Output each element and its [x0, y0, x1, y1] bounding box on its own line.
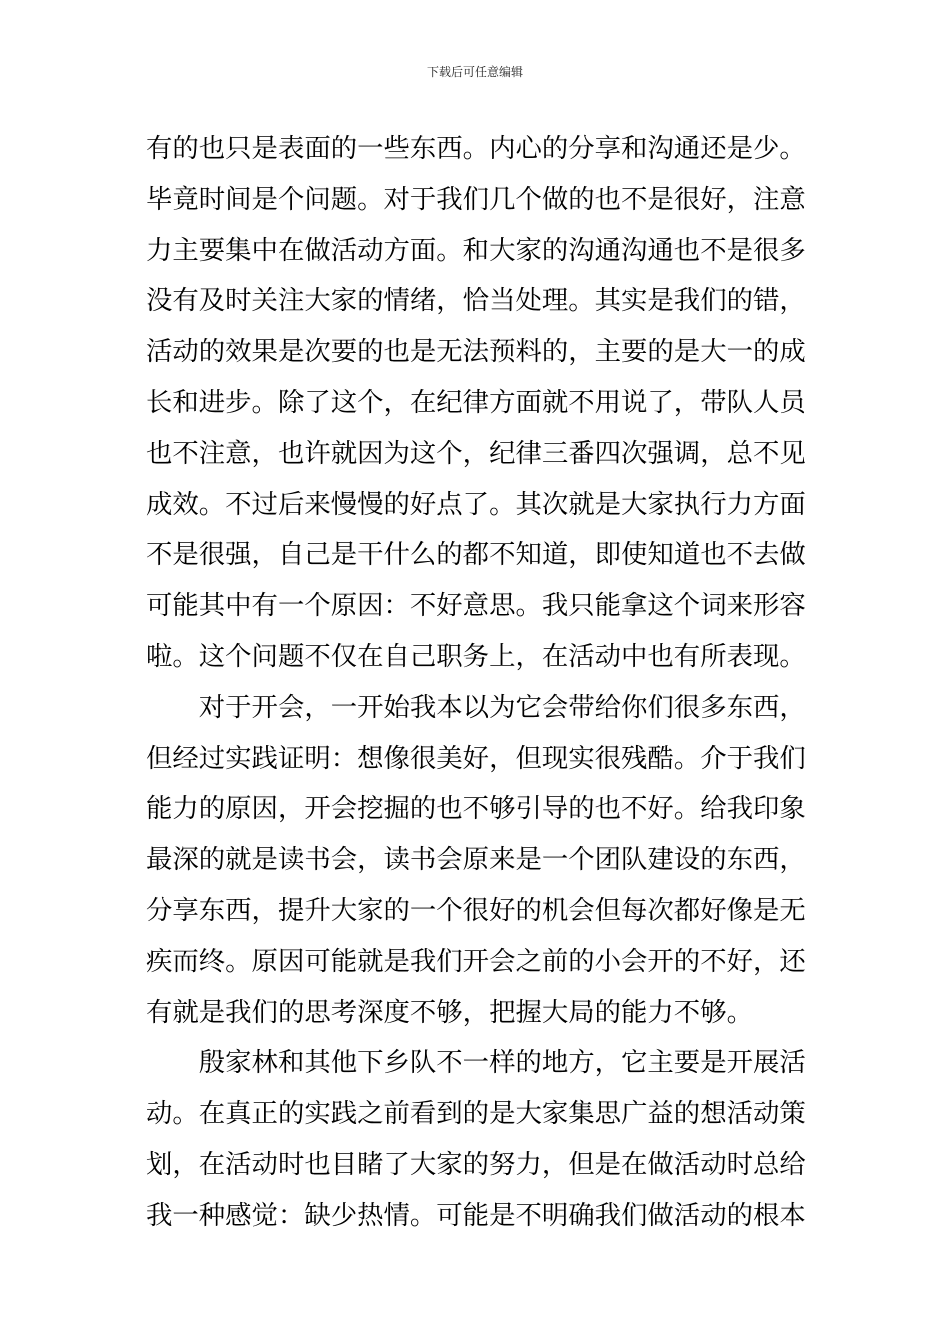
text-line: 有就是我们的思考深度不够，把握大局的能力不够。 — [146, 996, 753, 1028]
text-line: 啦。这个问题不仅在自己职务上，在活动中也有所表现。 — [146, 640, 806, 672]
text-line: 成效。不过后来慢慢的好点了。其次就是大家执行力方面 — [146, 488, 806, 520]
text-line: 毕竟时间是个问题。对于我们几个做的也不是很好，注意 — [146, 183, 806, 215]
text-line: 分享东西，提升大家的一个很好的机会但每次都好像是无 — [146, 894, 806, 926]
document-body — [146, 124, 816, 1242]
text-line: 活动的效果是次要的也是无法预料的，主要的是大一的成 — [146, 336, 806, 368]
text-line: 有的也只是表面的一些东西。内心的分享和沟通还是少。 — [146, 133, 806, 164]
text-line: 也不注意，也许就因为这个，纪律三番四次强调，总不见 — [146, 437, 806, 469]
page-header: 下载后可任意编辑 — [426, 65, 523, 79]
paragraph-start-line: 对于开会，一开始我本以为它会带给你们很多东西， — [146, 691, 806, 723]
text-line: 力主要集中在做活动方面。和大家的沟通沟通也不是很多 — [146, 234, 806, 266]
paragraph-start-line: 殷家林和其他下乡队不一样的地方，它主要是开展活 — [146, 1047, 806, 1079]
text-line: 不是很强，自己是干什么的都不知道，即使知道也不去做 — [146, 539, 806, 571]
text-line: 长和进步。除了这个，在纪律方面就不用说了，带队人员 — [146, 386, 806, 418]
text-line: 可能其中有一个原因：不好意思。我只能拿这个词来形容 — [146, 590, 806, 622]
text-line: 没有及时关注大家的情绪，恰当处理。其实是我们的错， — [146, 285, 806, 317]
text-line: 我一种感觉：缺少热情。可能是不明确我们做活动的根本 — [146, 1199, 806, 1231]
text-line: 动。在真正的实践之前看到的是大家集思广益的想活动策 — [146, 1098, 806, 1130]
text-line: 疾而终。原因可能就是我们开会之前的小会开的不好，还 — [146, 945, 806, 977]
text-line: 但经过实践证明：想像很美好，但现实很残酷。介于我们 — [146, 742, 806, 774]
text-line: 最深的就是读书会，读书会原来是一个团队建设的东西， — [146, 844, 806, 876]
text-line: 划，在活动时也目睹了大家的努力，但是在做活动时总给 — [146, 1148, 806, 1180]
text-line: 能力的原因，开会挖掘的也不够引导的也不好。给我印象 — [146, 793, 806, 825]
